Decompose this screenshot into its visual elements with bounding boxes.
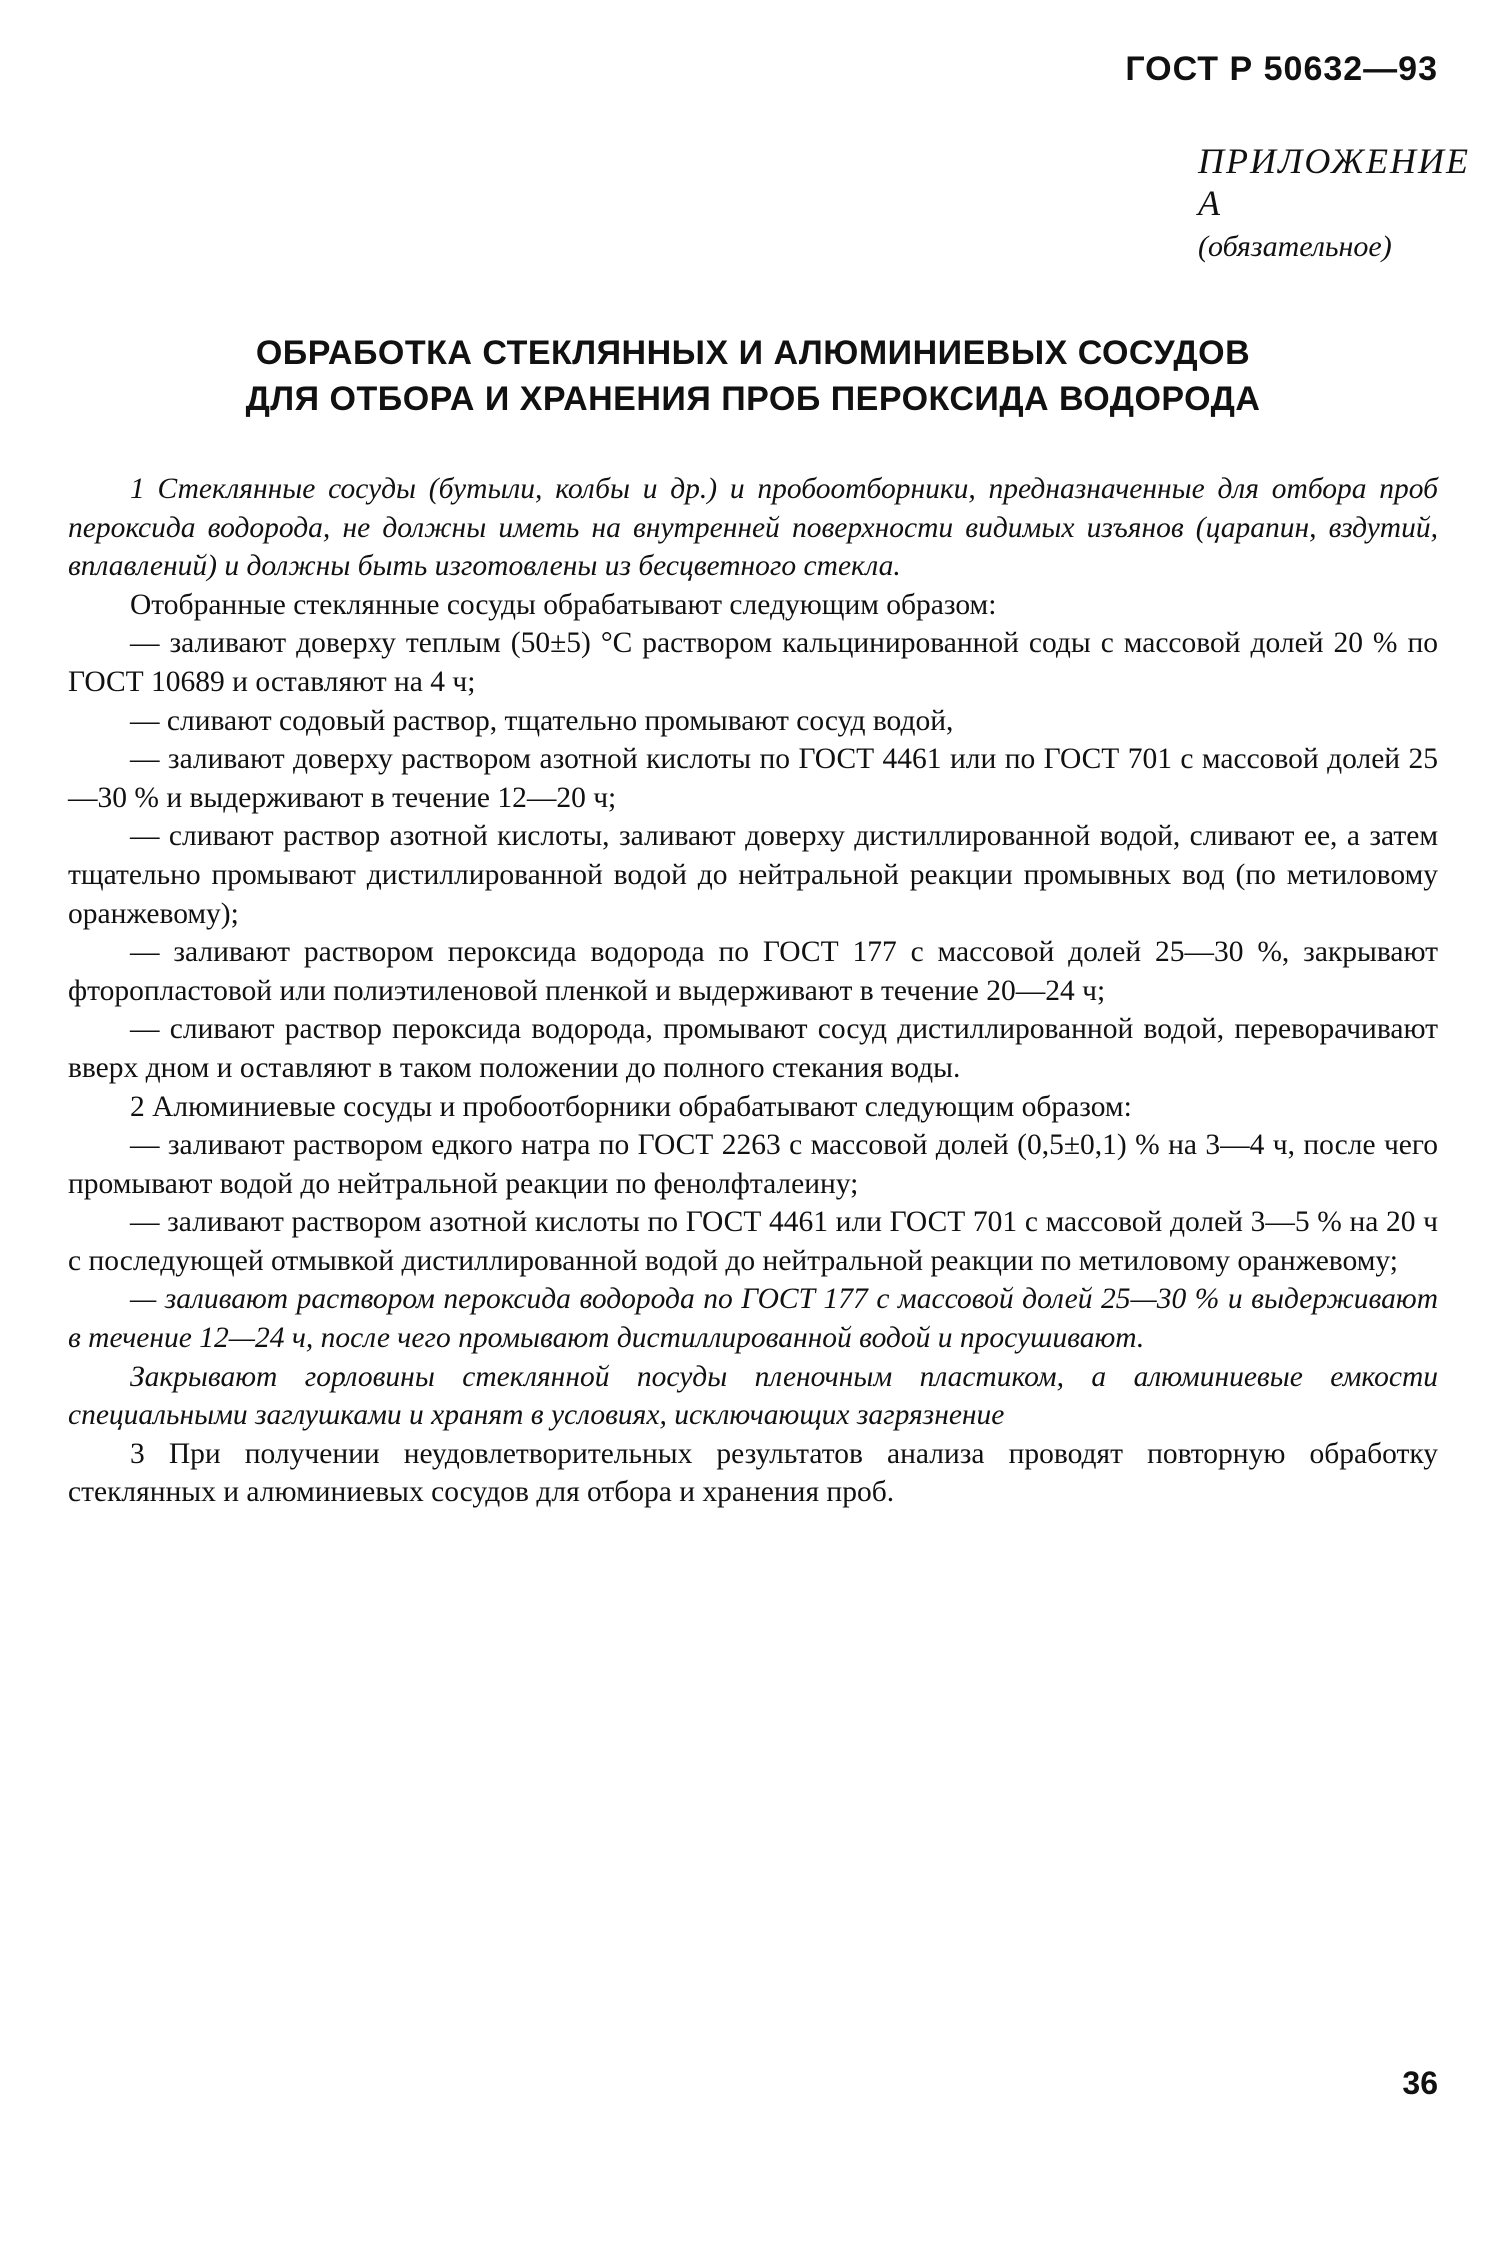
list-item: — заливают раствором пероксида водорода по ГОСТ 177 с массовой долей 25—30 %, закрывают фторопластовой или полиэтиленовой пленкой и выдерживают в течение 20—24 ч;	[68, 936, 1438, 1007]
appendix-label	[1198, 140, 1470, 264]
list-item: — заливают раствором пероксида водорода по ГОСТ 177 с массовой долей 25—30 % и выдерживают в течение 12—24 ч, после чего промывают дистиллированной водой и просушивают.	[68, 1283, 1438, 1355]
title-line-1: ОБРАБОТКА СТЕКЛЯННЫХ И АЛЮМИНИЕВЫХ СОСУДОВ	[255, 334, 1251, 372]
paragraph-3: 3 При получении неудовлетворительных результатов анализа проводят повторную обработку стеклянных и алюминиевых сосудов для отбора и хранения проб.	[68, 1437, 1438, 1509]
page-title	[68, 330, 1438, 422]
list-item: — заливают раствором едкого натра по ГОСТ 2263 с массовой долей (0,5±0,1) % на 3—4 ч, после чего промывают водой до нейтральной реакции по фенолфталеину;	[68, 1129, 1438, 1200]
title-line-2: ДЛЯ ОТБОРА И ХРАНЕНИЯ ПРОБ ПЕРОКСИДА ВОДОРОДА	[245, 380, 1261, 418]
document-body	[68, 470, 1438, 1512]
paragraph-closing: Закрывают горловины стеклянной посуды пленочным пластиком, а алюминиевые емкости специальными заглушками и хранят в условиях, исключающих загрязнение	[68, 1360, 1438, 1432]
document-page	[68, 0, 1470, 2255]
list-item: — сливают содовый раствор, тщательно промывают сосуд водой,	[130, 704, 954, 737]
list-item: — заливают доверху раствором азотной кислоты по ГОСТ 4461 или по ГОСТ 701 с массовой долей 25—30 % и выдерживают в течение 12—20 ч;	[68, 743, 1438, 814]
paragraph-2: 2 Алюминиевые сосуды и пробоотборники обрабатывают следующим образом:	[130, 1090, 1132, 1123]
page-number: 36	[1402, 2065, 1438, 2101]
paragraph-1: 1 Стеклянные сосуды (бутыли, колбы и др.) и пробоотборники, предназначенные для отбора проб пероксида водорода, не должны иметь на внутренней поверхности видимых изъянов (царапин, вздутий, вплавлений) и должны быть изготовлены из бесцветного стекла.	[68, 473, 1438, 583]
list-item: — сливают раствор азотной кислоты, заливают доверху дистиллированной водой, сливают ее, а затем тщательно промывают дистиллированной водой до нейтральной реакции промывных вод (по метиловому оранжевому);	[68, 820, 1438, 930]
appendix-status: (обязательное)	[1198, 230, 1392, 263]
appendix-title: ПРИЛОЖЕНИЕ А	[1198, 141, 1470, 223]
standard-number: ГОСТ Р 50632—93	[1125, 50, 1438, 88]
list-item: — сливают раствор пероксида водорода, промывают сосуд дистиллированной водой, переворачивают вверх дном и оставляют в таком положении до полного стекания воды.	[68, 1013, 1438, 1084]
paragraph-glass-intro: Отобранные стеклянные сосуды обрабатывают следующим образом:	[130, 588, 997, 621]
list-item: — заливают доверху теплым (50±5) °С раствором кальцинированной соды с массовой долей 20 % по ГОСТ 10689 и оставляют на 4 ч;	[68, 627, 1438, 698]
list-item: — заливают раствором азотной кислоты по ГОСТ 4461 или ГОСТ 701 с массовой долей 3—5 % на 20 ч с последующей отмывкой дистиллированной водой до нейтральной реакции по метиловому оранжевому;	[68, 1206, 1438, 1277]
